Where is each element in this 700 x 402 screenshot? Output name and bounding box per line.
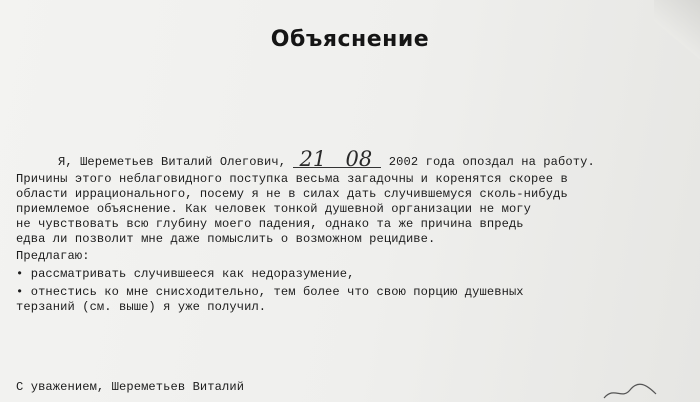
handwritten-date [293, 147, 381, 171]
body-line: Причины этого неблаговидного поступка весьма загадочны и коренятся скорее в [16, 172, 568, 186]
bullet-item: • рассматривать случившееся как недоразумение, [16, 267, 355, 281]
intro-suffix: 2002 года опоздал на работу. [381, 155, 595, 169]
signature-scribble [600, 380, 660, 402]
body-line: приемлемое объяснение. Как человек тонкой душевной организации не могу [16, 202, 532, 216]
intro-line [16, 147, 595, 171]
body-line: едва ли позволит мне даже помыслить о возможном рецидиве. [16, 232, 436, 246]
bullet-item: • отнестись ко мне снисходительно, тем более что свою порцию душевных [16, 285, 524, 299]
propose-heading: Предлагаю: [16, 249, 90, 263]
intro-prefix: Я, Шереметьев Виталий Олегович, [58, 155, 294, 169]
bullet-continuation: терзаний (см. выше) я уже получил. [16, 300, 267, 314]
handwritten-day: 21 [299, 147, 327, 171]
document-title: Объяснение [270, 27, 430, 52]
handwritten-month: 08 [345, 147, 373, 171]
body-line: не чувствовать всю глубину моего падения, однако та же причина впредь [16, 217, 524, 231]
closing-signature: С уважением, Шереметьев Виталий [16, 380, 245, 394]
body-line: области иррационального, посему я не в силах дать случившемуся сколь-нибудь [16, 187, 568, 201]
